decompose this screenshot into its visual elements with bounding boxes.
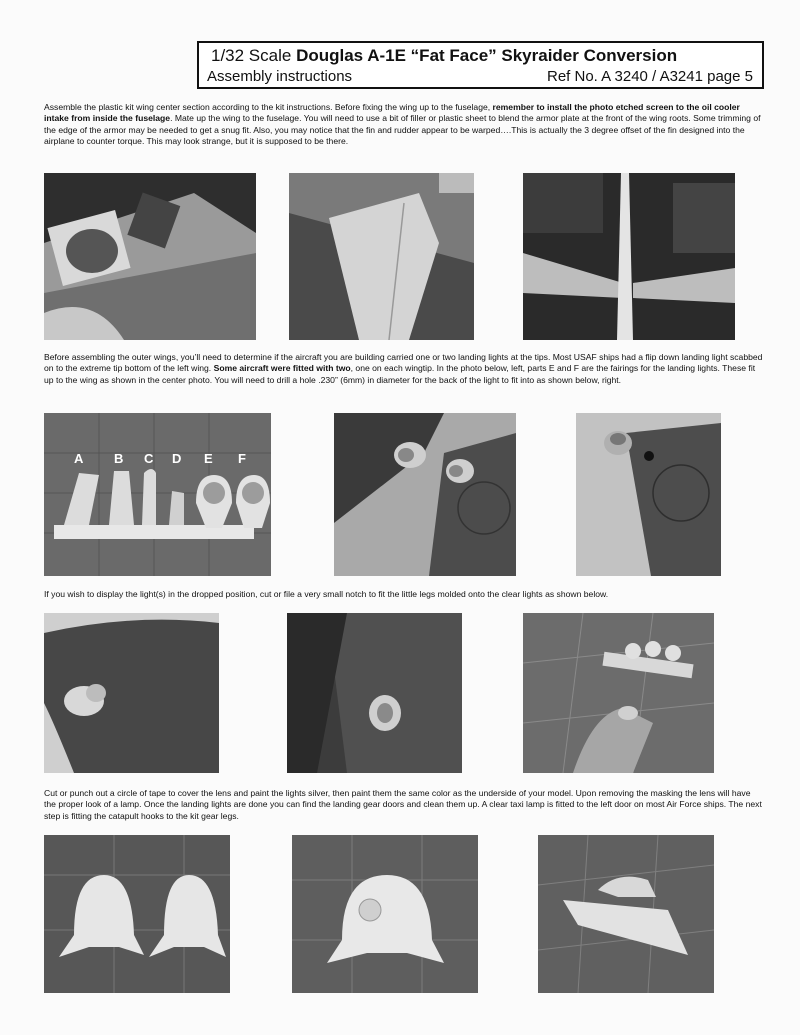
part-label-f: F	[238, 451, 246, 466]
p2-text-a: Before assembling the outer wings, you’ll need to determine if the aircraft you are building carried one or two landing lights at the tips. Most USAF ships had a flip down landing light scabbed on to the extreme tip bottom of the left wing.	[44, 352, 763, 374]
part-label-d: D	[172, 451, 182, 466]
part-label-c: C	[144, 451, 154, 466]
photo-fin-offset	[289, 173, 474, 340]
photo-oil-cooler-intake	[44, 173, 256, 340]
part-label-e: E	[204, 451, 213, 466]
p2-text-c: , one on each wingtip. In the photo below, left, parts E and F are the fairings for the landing lights. These fit up to the wing as shown in the center photo. You will need to drill a hole .230” (6mm) in diameter for the back of the light to fit into as shown below, right.	[44, 363, 756, 385]
photo-gear-doors-pair	[44, 835, 230, 993]
kit-title: Douglas A-1E “Fat Face” Skyraider Conversion	[296, 46, 678, 65]
photo-fin-rear-view	[523, 173, 735, 340]
paragraph-masking-and-doors: Cut or punch out a circle of tape to cover the lens and paint the lights silver, then paint them the same color as the underside of your model. Upon removing the masking the lens will have the proper look of a lamp. Once the landing lights are done you can find the landing gear doors and clean them up. A clear taxi lamp is fitted to the left door on most Air Force ships. The next step is fitting the catapult hooks to the kit gear legs.	[44, 788, 762, 821]
photo-drilled-hole	[576, 413, 721, 576]
paragraph-dropped-lights: If you wish to display the light(s) in the dropped position, cut or file a very small notch to fit the little legs molded onto the clear lights as shown below.	[44, 589, 609, 599]
page-title	[211, 46, 677, 66]
photo-gear-door-taxi-lamp	[292, 835, 478, 993]
photo-clear-lights-sprue	[523, 613, 714, 773]
p1-text-bold: remember to install the photo etched screen to the oil cooler intake from inside the fuselage	[44, 102, 740, 124]
part-label-b: B	[114, 451, 124, 466]
title-box	[197, 41, 764, 89]
photo-fairing-fit	[334, 413, 516, 576]
photo-catapult-hook	[538, 835, 714, 993]
title-subline	[207, 68, 753, 85]
paragraph-wing-assembly	[44, 102, 764, 148]
photo-parts-a-to-f	[44, 413, 271, 576]
paragraph-landing-lights	[44, 352, 764, 386]
p1-text-c: . Mate up the wing to the fuselage. You will need to use a bit of filler or plastic sheet to blend the armor plate at the front of the wing roots. Some trimming of the edge of the armor may be needed to get a snug fit. Also, you may notice that the fin and rudder appear to be warped….This is actually the 3 degree offset of the fin designed into the airplane to counter torque. This may look strange, but it is supposed to be there.	[44, 113, 761, 147]
assembly-subtitle: Assembly instructions	[207, 68, 353, 85]
reference-number: Ref No. A 3240 / A3241 page 5	[546, 68, 753, 85]
p2-text-bold: Some aircraft were fitted with two	[213, 363, 351, 374]
part-label-a: A	[74, 451, 84, 466]
photo-light-wingtip-left	[44, 613, 219, 773]
p1-text-a: Assemble the plastic kit wing center section according to the kit instructions. Before fixing the wing up to the fuselage,	[44, 102, 493, 112]
scale-label: 1/32 Scale	[211, 46, 292, 65]
photo-light-notch	[287, 613, 462, 773]
